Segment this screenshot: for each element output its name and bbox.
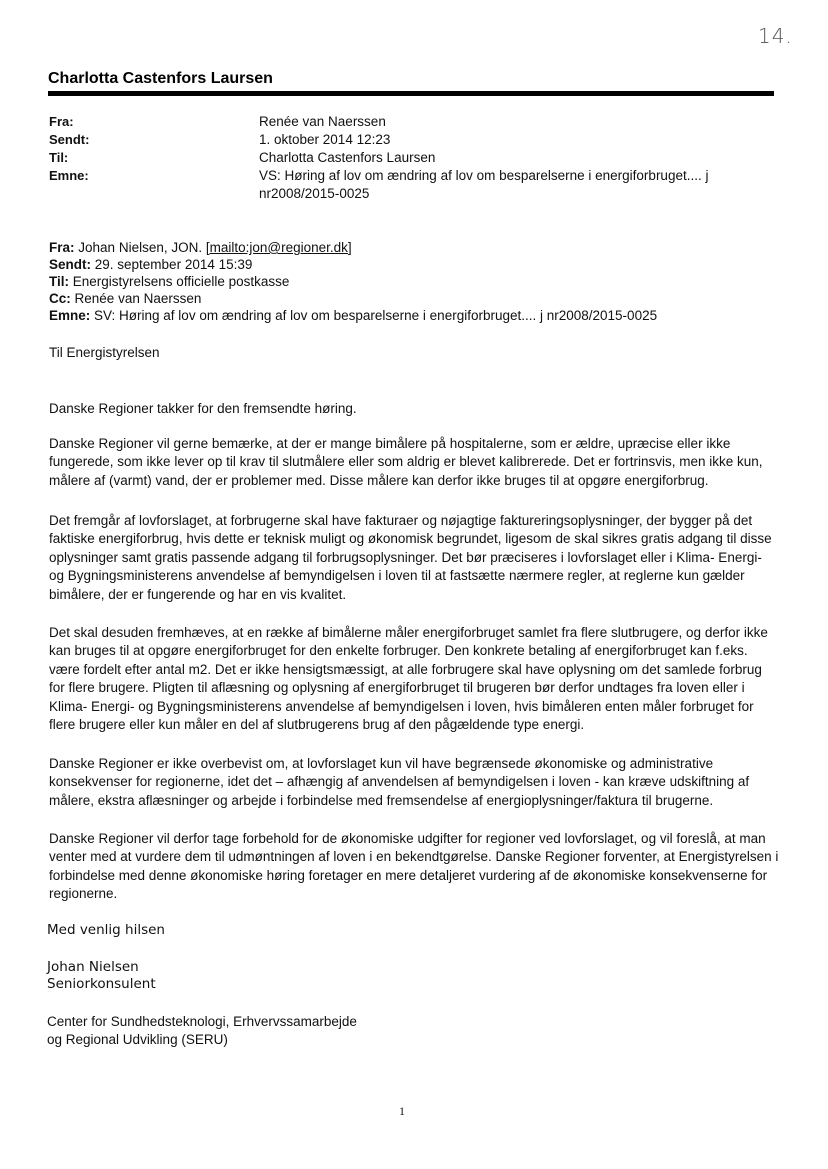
salutation: Til Energistyrelsen	[49, 345, 160, 360]
fwd-sent-label: Sendt:	[49, 257, 91, 272]
meta-to-value: Charlotta Castenfors Laursen	[259, 150, 436, 165]
header-divider	[48, 91, 774, 96]
meta-to-label: Til:	[49, 150, 69, 165]
fwd-from-value: Johan Nielsen, JON.	[78, 240, 203, 255]
fwd-cc-label: Cc:	[49, 291, 71, 306]
fwd-from-label: Fra:	[49, 240, 75, 255]
fwd-to-value: Energistyrelsens officielle postkasse	[72, 274, 290, 289]
mailbox-owner-name: Charlotta Castenfors Laursen	[48, 70, 273, 87]
handwritten-page-annotation: 14.	[758, 24, 793, 48]
fwd-cc-line	[49, 290, 201, 307]
body-paragraph-5: Danske Regioner er ikke overbevist om, at lovforslaget kun vil have begrænsede økonomiske og administrative konsekvenser for regionerne, idet det – afhængig af anvendelsen af bemyndigelsen i loven - kan kræve udskiftning af målere, ekstra aflæsninger og arbejde i forbindelse med fremsendelse af energioplysninger/faktura til brugerne.	[49, 756, 750, 808]
fwd-from-line	[49, 239, 352, 256]
fwd-to-label: Til:	[49, 274, 69, 289]
meta-subject-label: Emne:	[49, 168, 89, 183]
body-paragraph-6: Danske Regioner vil derfor tage forbehold for de økonomiske udgifter for regioner ved lovforslaget, og vil foreslå, at man venter med at vurdere dem til udmøntningen af loven i en bekendtgørelse. Danske Regioner forventer, at Energistyrelsen i forbindelse med denne økonomiske høring foretager en mere detaljeret vurdering af de økonomiske konsekvenserne for regionerne.	[49, 831, 779, 902]
signature-title: Seniorkonsulent	[47, 976, 156, 992]
body-paragraph-1: Danske Regioner takker for den fremsendte høring.	[49, 401, 357, 416]
body-paragraph-3: Det fremgår af lovforslaget, at forbrugerne skal have fakturaer og nøjagtige faktureringsoplysninger, der bygger på det faktiske energiforbrug, hvis dette er teknisk muligt og økonomisk begrundet, ligesom de skal sikres gratis adgang til disse oplysninger samt gratis passende adgang til forbrugsoplysninger. Det bør præciseres i lovforslaget eller i Klima- Energi- og Bygningsministerens anvendelse af bemyndigelsen i loven til at fastsætte nærmere regler, at reglerne kun gælder bimålere, der er fungerende og har en vis kvalitet.	[49, 513, 772, 602]
fwd-sent-value: 29. september 2014 15:39	[94, 257, 253, 272]
body-paragraph-4: Det skal desuden fremhæves, at en række af bimålerne måler energiforbruget samlet fra flere slutbrugere, og derfor ikke kan bruges til at opgøre energiforbruget for den enkelte forbruger. Den konkrete betaling af energiforbruget kan f.eks. være fordelt efter antal m2. Det er ikke hensigtsmæssigt, at alle forbrugere skal have oplysning om det samlede forbrug for flere brugere. Pligten til aflæsning og oplysning af energiforbruget til brugeren bør derfor undtages fra loven eller i Klima- Energi- og Bygningsministerens anvendelse af bemyndigelsen i loven, hvis bimåleren enten måler forbruget for flere brugere eller kun måler en del af slutbrugerens brug af den pågældende type energi.	[49, 625, 768, 733]
signature-org-line-1: Center for Sundhedsteknologi, Erhvervssamarbejde	[47, 1014, 357, 1029]
fwd-to-line	[49, 273, 289, 290]
fwd-mailto-link[interactable]: [mailto:jon@regioner.dk]	[205, 240, 352, 255]
body-paragraph-2: Danske Regioner vil gerne bemærke, at der er mange bimålere på hospitalerne, som er ældre, upræcise eller ikke fungerede, som ikke lever op til krav til slutmålere eller som aldrig er blevet kalibrerede. Det er fortrinsvis, men ikke kun, målere af (varmt) vand, der er problemer med. Disse målere kan derfor ikke bruges til at opgøre energiforbrug.	[49, 436, 763, 488]
fwd-sent-line	[49, 256, 252, 273]
meta-subject-value: VS: Høring af lov om ændring af lov om besparelserne i energiforbruget.... j nr2008/2015-0025	[259, 168, 709, 201]
meta-from-value: Renée van Naerssen	[259, 114, 386, 129]
signature-closing: Med venlig hilsen	[47, 922, 165, 938]
fwd-subject-line	[49, 307, 657, 324]
fwd-subject-value: SV: Høring af lov om ændring af lov om besparelserne i energiforbruget.... j nr2008/2015-0025	[94, 308, 658, 323]
meta-sent-value: 1. oktober 2014 12:23	[259, 132, 391, 147]
signature-name: Johan Nielsen	[47, 959, 139, 975]
fwd-cc-value: Renée van Naerssen	[74, 291, 202, 306]
signature-org-line-2: og Regional Udvikling (SERU)	[47, 1032, 228, 1047]
meta-sent-label: Sendt:	[49, 132, 90, 147]
fwd-subject-label: Emne:	[49, 308, 91, 323]
meta-from-label: Fra:	[49, 114, 74, 129]
page-number: 1	[399, 1104, 405, 1118]
